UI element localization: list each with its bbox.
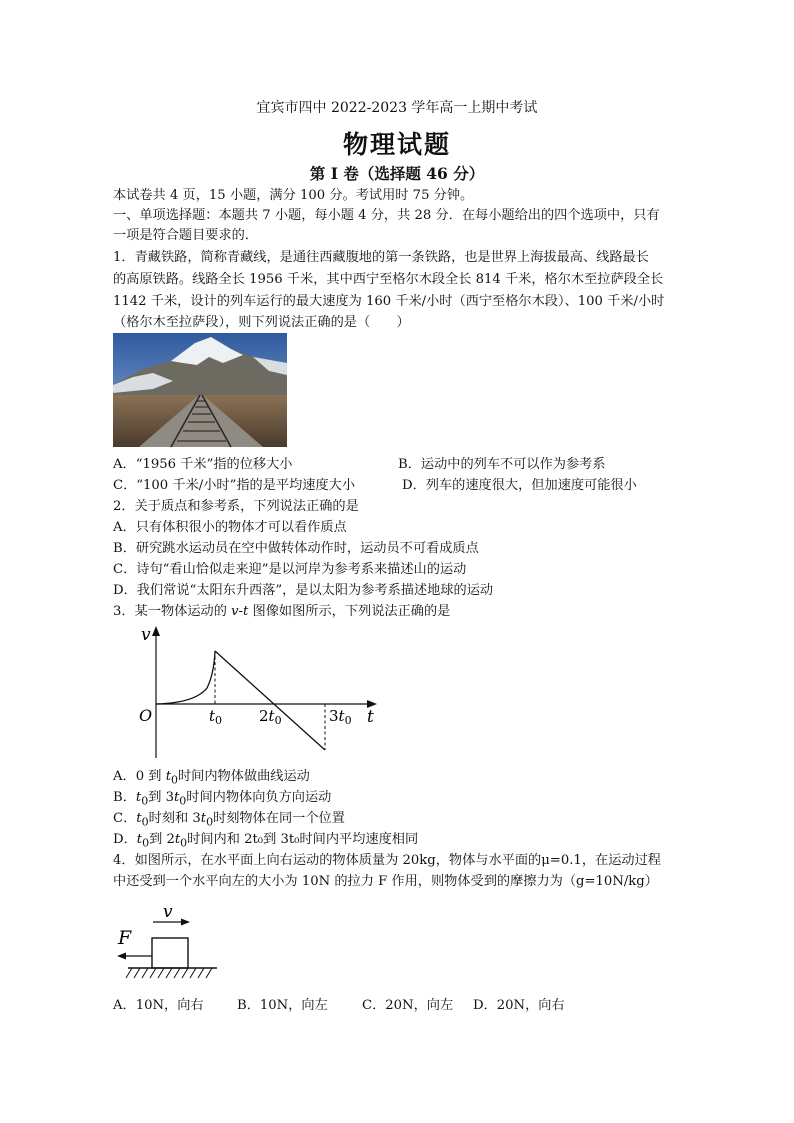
block-force-diagram <box>113 900 223 985</box>
q4-option-c: C．20N，向左 <box>362 998 454 1013</box>
q4-option-b: B．10N，向左 <box>237 998 328 1013</box>
part1-heading-line1: 一、单项选择题：本题共 7 小题，每小题 4 分，共 28 分．在每小题给出的四个选项中，只有 <box>113 208 660 223</box>
q3-b-p1: 到 3 <box>148 790 174 805</box>
q4-option-a: A．10N，向右 <box>113 998 204 1013</box>
q4-stem-line2: 中还受到一个水平向左的大小为 10N 的拉力 F 作用，则物体受到的摩擦力为（g=10N/kg） <box>113 874 658 889</box>
q3-stem-var: v-t <box>231 604 249 619</box>
t-axis-label: t <box>367 707 374 727</box>
q3-a-var: t <box>165 769 171 784</box>
tick-3t0-sub: 0 <box>344 714 352 727</box>
origin-label: O <box>139 706 153 725</box>
q3-b-p0: B． <box>113 790 136 805</box>
q3-option-b <box>113 788 331 811</box>
q3-d-var1: t <box>136 832 143 847</box>
tick-t0 <box>209 707 222 727</box>
q2-option-d: D．我们常说“太阳东升西落”，是以太阳为参考系描述地球的运动 <box>113 583 494 598</box>
q3-b-p2: 时间内物体向负方向运动 <box>186 790 332 805</box>
q3-option-a <box>113 767 310 790</box>
velocity-label: v <box>163 902 173 922</box>
q1-stem-line3: 1142 千米，设计的列车运行的最大速度为 160 千米/小时（西宁至格尔木段）、100 千米/小时 <box>113 294 665 309</box>
q2-option-c: C．诗句“看山恰似走来迎”是以河岸为参考系来描述山的运动 <box>113 562 467 577</box>
q1-option-c: C．“100 千米/小时”指的是平均速度大小 <box>113 478 356 493</box>
q2-option-a: A．只有体积很小的物体才可以看作质点 <box>113 520 347 535</box>
q3-c-sub1: 0 <box>141 815 149 829</box>
q3-a-p0: A．0 到 <box>113 769 166 784</box>
q1-stem-line4: （格尔木至拉萨段），则下列说法正确的是（ ） <box>113 315 410 330</box>
q3-stem-b: 图像如图所示，下列说法正确的是 <box>248 604 451 619</box>
q3-c-p1: 时刻和 3 <box>148 811 201 826</box>
q3-d-p2: 时间内和 2t₀到 3t₀时间内平均速度相同 <box>187 832 419 847</box>
tick-2t0-sub: 0 <box>274 714 282 727</box>
exam-title-line: 宜宾市四中 2022-2023 学年高一上期中考试 <box>256 100 538 116</box>
q4-stem-line1: 4．如图所示，在水平面上向右运动的物体质量为 20kg，物体与水平面的μ=0.1，在运动过程 <box>113 853 661 868</box>
q3-option-d <box>113 830 418 853</box>
q3-b-var1: t <box>135 790 142 805</box>
tick-2t0 <box>259 707 282 727</box>
vt-graph <box>113 624 383 759</box>
part1-heading-line2: 一项是符合题目要求的． <box>113 228 259 243</box>
q3-a-p1: 时间内物体做曲线运动 <box>178 769 310 784</box>
q3-d-p1: 到 2 <box>149 832 175 847</box>
q3-c-var2: t <box>200 811 207 826</box>
q3-stem-a: 3．某一物体运动的 <box>113 604 232 619</box>
v-axis-label: v <box>141 625 151 645</box>
q1-option-b: B．运动中的列车不可以作为参考系 <box>398 457 606 472</box>
force-label: F <box>118 927 132 949</box>
railway-photo <box>113 333 287 447</box>
ground-hatching <box>126 968 212 978</box>
q1-stem-line1: 1．青藏铁路，简称青藏线，是通往西藏腹地的第一条铁路，也是世界上海拔最高、线路最长 <box>113 250 649 265</box>
v-axis-arrow <box>152 626 160 636</box>
linear-segment <box>215 651 325 750</box>
tick-3t0 <box>329 707 352 727</box>
q1-option-a: A．“1956 千米”指的位移大小 <box>113 457 293 472</box>
q3-c-sub2: 0 <box>206 815 214 829</box>
q3-option-c <box>113 809 345 832</box>
force-arrowhead <box>117 953 126 960</box>
tick-2t0-t: t <box>268 707 275 725</box>
velocity-arrowhead <box>181 919 190 926</box>
q1-option-d: D．列车的速度很大，但加速度可能很小 <box>402 478 637 493</box>
q3-d-var2: t <box>174 832 181 847</box>
tick-2t0-coef: 2 <box>259 707 269 725</box>
q3-c-p0: C． <box>113 811 137 826</box>
curve-segment <box>156 651 215 704</box>
q3-d-sub2: 0 <box>180 836 188 850</box>
q3-d-p0: D． <box>113 832 137 847</box>
q3-a-sub: 0 <box>171 773 178 787</box>
tick-3t0-coef: 3 <box>329 707 339 725</box>
q3-b-sub1: 0 <box>141 794 149 808</box>
q4-option-d: D．20N，向右 <box>473 998 565 1013</box>
q3-b-var2: t <box>173 790 180 805</box>
q1-stem-line2: 的高原铁路。线路全长 1956 千米，其中西宁至格尔木段全长 814 千米，格尔木至拉萨段全长 <box>113 272 664 287</box>
section-title: 第 I 卷（选择题 46 分） <box>309 164 485 183</box>
block <box>152 938 188 968</box>
tick-t0-sub: 0 <box>215 714 223 727</box>
subject-title: 物理试题 <box>342 130 451 159</box>
tick-t0-t: t <box>209 707 216 725</box>
q3-b-sub2: 0 <box>179 794 187 808</box>
q3-stem <box>113 602 450 621</box>
q3-c-p2: 时刻物体在同一个位置 <box>213 811 345 826</box>
q3-c-var1: t <box>136 811 142 826</box>
exam-instructions: 本试卷共 4 页，15 小题，满分 100 分。考试用时 75 分钟。 <box>113 188 474 203</box>
tick-3t0-t: t <box>338 707 345 725</box>
q3-d-sub1: 0 <box>142 836 150 850</box>
q2-option-b: B．研究跳水运动员在空中做转体动作时，运动员不可看成质点 <box>113 541 479 556</box>
q2-stem: 2．关于质点和参考系，下列说法正确的是 <box>113 499 359 514</box>
